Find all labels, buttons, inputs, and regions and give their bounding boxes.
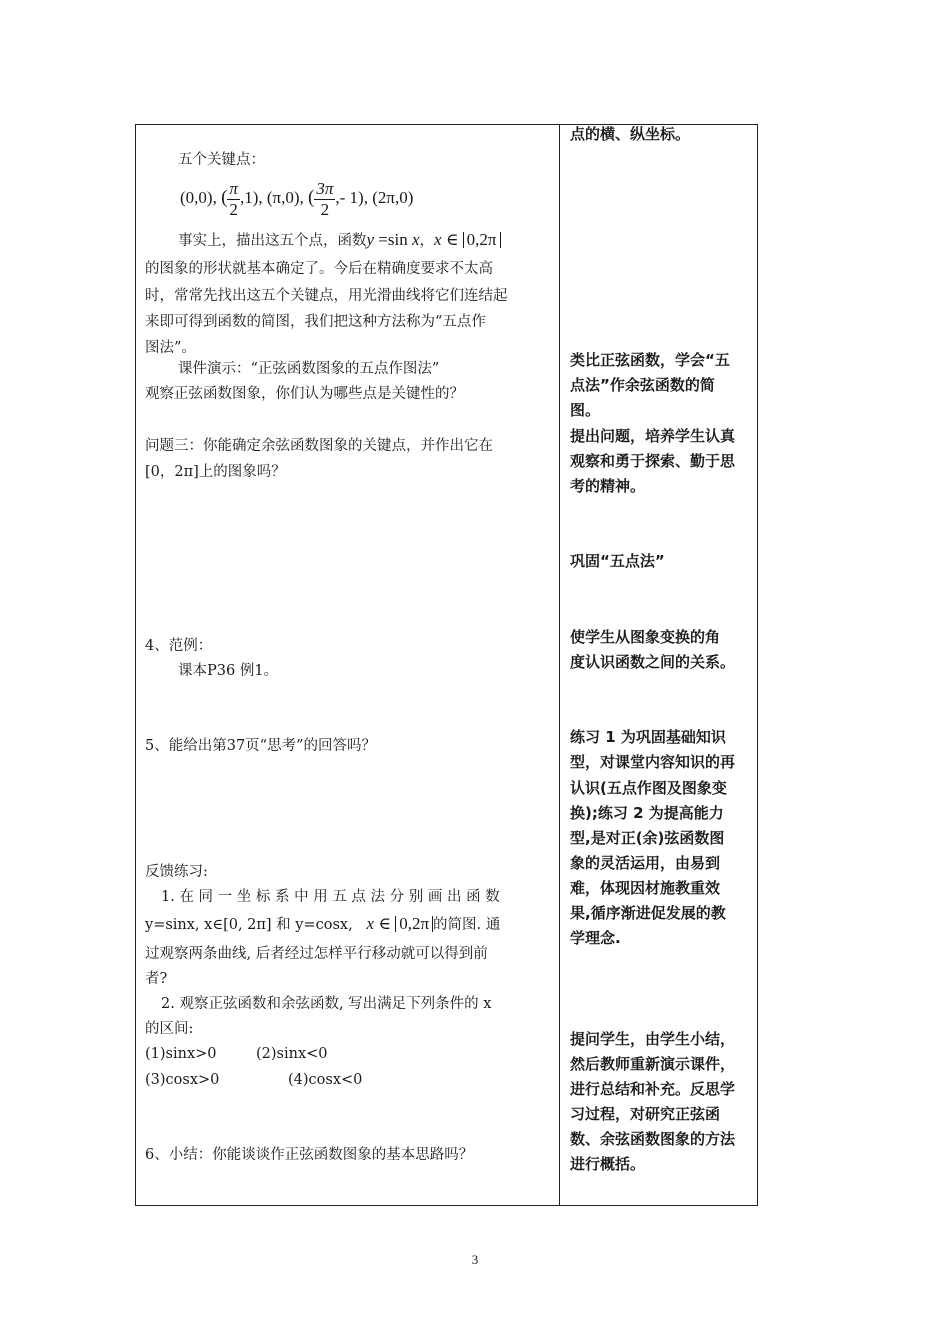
page-number: 3 <box>471 1252 479 1267</box>
exercise-2-line-2: 的区间: <box>145 1021 194 1037</box>
note-summary-6: 进行概括。 <box>570 1155 646 1173</box>
point-4: ( $\frac{3\pi}{2}$ ,- 1), <box>308 178 368 219</box>
para-line-3: 来即可得到函数的简图，我们把这种方法称为“五点作 <box>145 314 486 330</box>
para-line-4: 图法”。 <box>145 340 196 356</box>
key-points-formula <box>180 178 413 220</box>
point-5: (2π,0) <box>372 188 414 207</box>
note-exercise-1: 练习 1 为巩固基础知识 <box>570 728 726 746</box>
summary-line: 6、小结：你能谈谈作正弦函数图象的基本思路吗？ <box>145 1147 474 1163</box>
note-summary-2: 然后教师重新演示课件， <box>570 1055 736 1073</box>
exercise-2-line-1: 2. 观察正弦函数和余弦函数, 写出满足下列条件的 x <box>161 996 492 1012</box>
condition-4: (4)cosx<0 <box>288 1072 363 1088</box>
note-exercise-3: 认识(五点作图及图象变 <box>570 779 727 797</box>
example-title: 4、范例： <box>145 638 213 654</box>
example-body: 课本P36 例1。 <box>178 663 279 679</box>
exercise-1-line-2: y=sinx, x∈[0, 2π] 和 y=cosx, x ∈ 0,2π 的简图. 通 <box>145 914 501 933</box>
note-question-3: 考的精神。 <box>570 477 646 495</box>
note-exercise-4: 换);练习 2 为提高能力 <box>570 804 724 822</box>
five-points-title: 五个关键点： <box>178 152 265 168</box>
note-exercise-6: 象的灵活运用，由易到 <box>570 854 721 872</box>
condition-3: (3)cosx>0 <box>145 1072 220 1088</box>
think-line: 5、能给出第37页“思考”的回答吗？ <box>145 738 377 754</box>
condition-2: (2)sinx<0 <box>256 1046 328 1062</box>
note-question-2: 观察和勇于探索、勤于思 <box>570 452 736 470</box>
note-exercise-7: 难，体现因材施教重效 <box>570 879 721 897</box>
question-3-line-2: [0，2π]上的图象吗？ <box>145 464 286 480</box>
note-analogy-3: 图。 <box>570 401 601 419</box>
question-3-line-1: 问题三：你能确定余弦函数图象的关键点，并作出它在 <box>145 438 493 454</box>
observe-line: 观察正弦函数图象，你们认为哪些点是关键性的？ <box>145 386 464 402</box>
note-consolidate: 巩固“五点法” <box>570 552 665 570</box>
note-summary-4: 习过程，对研究正弦函 <box>570 1105 721 1123</box>
note-exercise-5: 型,是对正(余)弦函数图 <box>570 829 725 847</box>
point-1: (0,0), <box>180 188 217 207</box>
fact-line: 事实上，描出这五个点，函数y =sin x，x ∈ 0,2π <box>178 231 501 250</box>
column-divider <box>559 124 560 1206</box>
note-question-1: 提出问题，培养学生认真 <box>570 427 736 445</box>
condition-1: (1)sinx>0 <box>145 1046 217 1062</box>
note-coordinates: 点的横、纵坐标。 <box>570 125 691 143</box>
feedback-title: 反馈练习: <box>145 864 208 880</box>
exercise-1-line-3: 过观察两条曲线, 后者经过怎样平行移动就可以得到前 <box>145 946 488 962</box>
note-analogy-1: 类比正弦函数，学会“五 <box>570 351 730 369</box>
note-summary-5: 数、余弦函数图象的方法 <box>570 1130 736 1148</box>
note-summary-3: 进行总结和补充。反思学 <box>570 1080 736 1098</box>
point-2: ( $\frac{\pi}{2}$ ,1), <box>221 178 263 219</box>
exercise-1-line-1: 1. 在 同 一 坐 标 系 中 用 五 点 法 分 别 画 出 函 数 <box>161 889 500 905</box>
note-analogy-2: 点法”作余弦函数的简 <box>570 376 715 394</box>
exercise-1-line-4: 者? <box>145 971 168 987</box>
note-exercise-9: 学理念. <box>570 929 621 947</box>
interval-0-2pi: 0,2π <box>463 232 501 248</box>
demo-line: 课件演示：“正弦函数图象的五点作图法” <box>178 361 440 377</box>
point-3: (π,0), <box>266 188 304 207</box>
note-summary-1: 提问学生，由学生小结， <box>570 1030 736 1048</box>
note-transform-2: 度认识函数之间的关系。 <box>570 653 736 671</box>
para-line-2: 时，常常先找出这五个关键点，用光滑曲线将它们连结起 <box>145 288 508 304</box>
note-exercise-8: 果,循序渐进促发展的教 <box>570 904 726 922</box>
note-transform-1: 使学生从图象变换的角 <box>570 628 721 646</box>
para-line-1: 的图象的形状就基本确定了。今后在精确度要求不太高 <box>145 261 493 277</box>
note-exercise-2: 型，对课堂内容知识的再 <box>570 753 736 771</box>
